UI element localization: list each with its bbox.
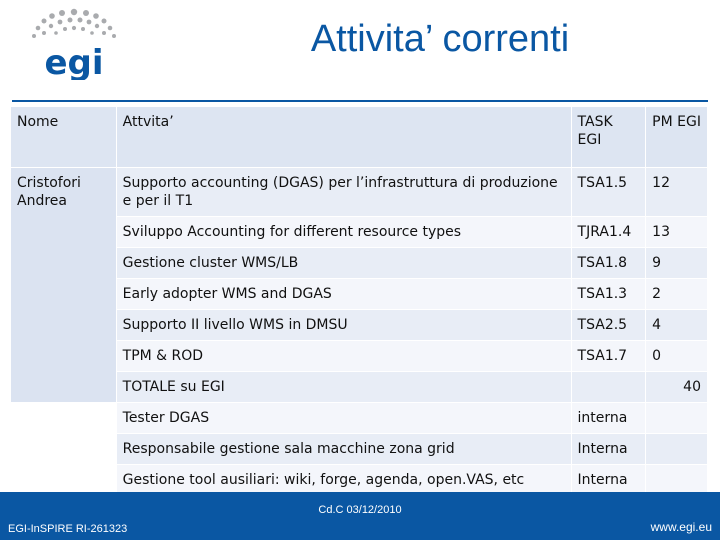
pm-cell: 40 (646, 372, 708, 403)
task-cell: TSA1.7 (571, 341, 646, 372)
header-nome: Nome (11, 107, 117, 168)
task-cell: Interna (571, 465, 646, 496)
pm-cell (646, 465, 708, 496)
logo-dots-icon (32, 9, 116, 38)
header-task: TASK EGI (571, 107, 646, 168)
slide-title: Attivita’ correnti (310, 18, 570, 60)
activity-cell: TOTALE su EGI (116, 372, 571, 403)
table-row (11, 168, 708, 217)
table-row (11, 465, 708, 496)
pm-cell: 13 (646, 217, 708, 248)
table-header-row (11, 107, 708, 168)
pm-cell: 12 (646, 168, 708, 217)
task-cell: TSA1.5 (571, 168, 646, 217)
activity-cell: Early adopter WMS and DGAS (116, 279, 571, 310)
task-cell: interna (571, 403, 646, 434)
person-name: Cristofori Andrea (11, 168, 117, 403)
egi-logo (18, 6, 130, 80)
activity-cell: Tester DGAS (116, 403, 571, 434)
table-row (11, 403, 708, 434)
activities-table (10, 106, 708, 496)
activity-cell: Supporto II livello WMS in DMSU (116, 310, 571, 341)
task-cell: TJRA1.4 (571, 217, 646, 248)
header-pm: PM EGI (646, 107, 708, 168)
footer-date: Cd.C 03/12/2010 (318, 504, 402, 516)
pm-cell: 9 (646, 248, 708, 279)
footer-website-link[interactable]: www.egi.eu (650, 520, 712, 534)
empty-cell (11, 465, 117, 496)
pm-cell: 0 (646, 341, 708, 372)
pm-cell: 2 (646, 279, 708, 310)
pm-cell: 4 (646, 310, 708, 341)
activity-cell: Responsabile gestione sala macchine zona grid (116, 434, 571, 465)
activity-cell: Gestione tool ausiliari: wiki, forge, agenda, open.VAS, etc (116, 465, 571, 496)
logo-text: egi (44, 43, 104, 80)
task-cell (571, 372, 646, 403)
task-cell: TSA2.5 (571, 310, 646, 341)
empty-cell (11, 403, 117, 434)
task-cell: TSA1.3 (571, 279, 646, 310)
empty-cell (11, 434, 117, 465)
footer-project-id: EGI-InSPIRE RI-261323 (8, 523, 128, 535)
activity-cell: Sviluppo Accounting for different resource types (116, 217, 571, 248)
task-cell: Interna (571, 434, 646, 465)
pm-cell (646, 403, 708, 434)
title-divider (12, 100, 708, 102)
table-row (11, 434, 708, 465)
task-cell: TSA1.8 (571, 248, 646, 279)
activity-cell: Gestione cluster WMS/LB (116, 248, 571, 279)
pm-cell (646, 434, 708, 465)
activity-cell: TPM & ROD (116, 341, 571, 372)
activity-cell: Supporto accounting (DGAS) per l’infrastruttura di produzione e per il T1 (116, 168, 571, 217)
header-attivita: Attvita’ (116, 107, 571, 168)
